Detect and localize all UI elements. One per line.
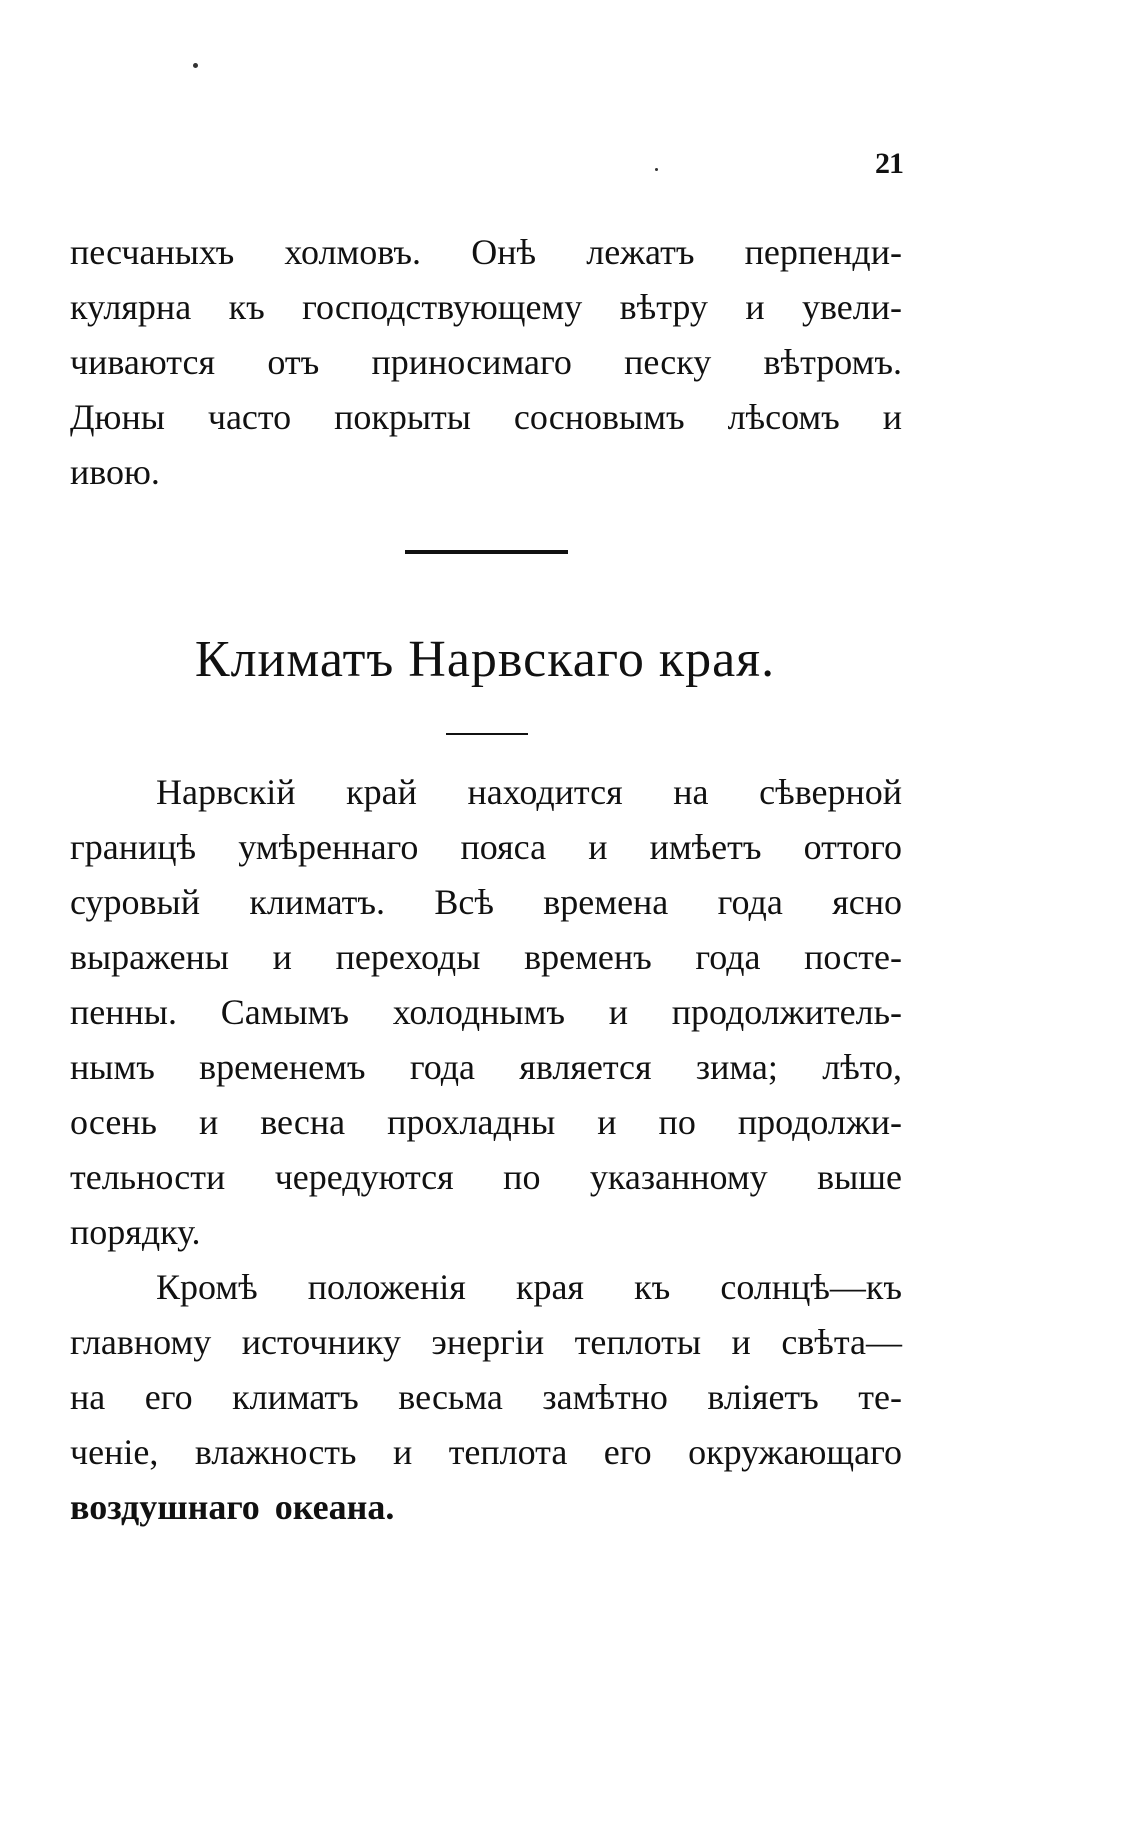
top-paragraph <box>70 225 902 500</box>
text-line: суровый климатъ. Всѣ времена года ясно <box>70 882 902 922</box>
section-title: Климатъ Нарвскаго края. <box>194 631 776 688</box>
text-line: нымъ временемъ года является зима; лѣто, <box>70 1047 902 1087</box>
text-line: воздушнаго океана. <box>70 1487 395 1527</box>
ink-speck <box>655 168 658 171</box>
text-line: на его климатъ весьма замѣтно вліяетъ те- <box>70 1377 902 1417</box>
text-line: Кромѣ положенія края къ солнцѣ—къ <box>156 1267 902 1307</box>
text-line: пенны. Самымъ холоднымъ и продолжитель- <box>70 992 902 1032</box>
paragraph-influence <box>70 1260 902 1535</box>
text-line: Дюны часто покрыты сосновымъ лѣсомъ и <box>70 397 902 437</box>
ink-speck <box>193 63 198 68</box>
paragraph-climate <box>70 765 902 1260</box>
title-underline <box>446 733 528 735</box>
text-line: порядку. <box>70 1212 201 1252</box>
page-number: 21 <box>875 147 903 180</box>
text-line: главному источнику энергіи теплоты и свѣта— <box>70 1322 902 1362</box>
text-line: кулярна къ господствующему вѣтру и увели- <box>70 287 902 327</box>
text-line: ивою. <box>70 452 160 492</box>
text-line: ченіе, влажность и теплота его окружающаго <box>70 1432 902 1472</box>
text-line: выражены и переходы временъ года посте- <box>70 937 902 977</box>
text-line: границѣ умѣреннаго пояса и имѣетъ оттого <box>70 827 902 867</box>
text-line: Нарвскій край находится на сѣверной <box>156 772 902 812</box>
text-line: песчаныхъ холмовъ. Онѣ лежатъ перпенди- <box>70 232 902 272</box>
text-line: тельности чередуются по указанному выше <box>70 1157 902 1197</box>
section-divider <box>405 550 568 554</box>
text-line: осень и весна прохладны и по продолжи- <box>70 1102 902 1142</box>
text-line: чиваются отъ приносимаго песку вѣтромъ. <box>70 342 902 382</box>
